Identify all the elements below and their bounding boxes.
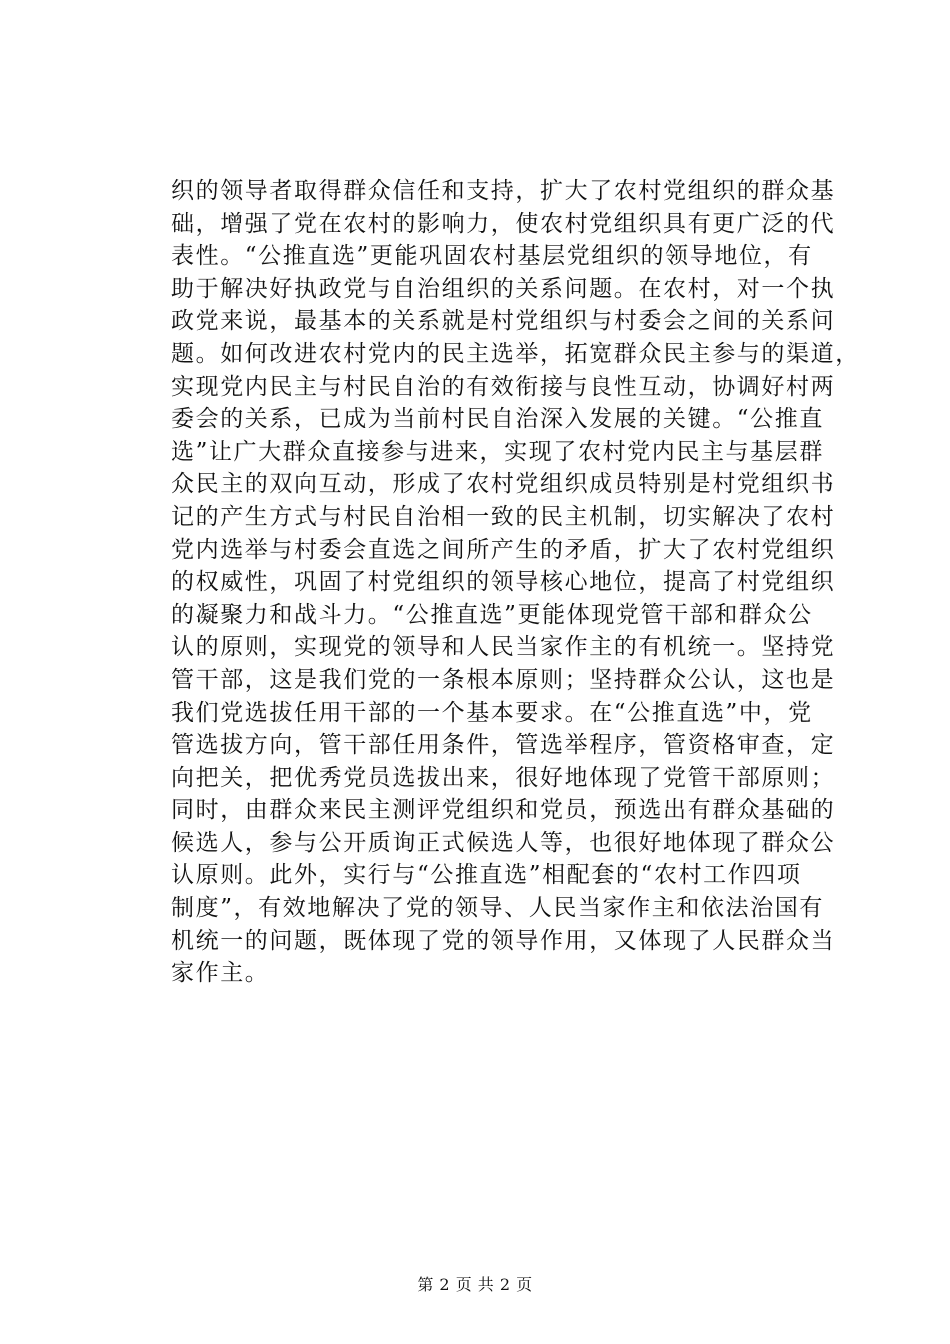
text-line: 我们党选拔任用干部的一个基本要求。在“公推直选”中，党: [171, 699, 813, 726]
text-line: 选”让广大群众直接参与进来，实现了农村党内民主与基层群: [171, 438, 824, 465]
text-line: 的权威性，巩固了村党组织的领导核心地位，提高了村党组织: [171, 569, 836, 596]
text-line: 认原则。此外，实行与“公推直选”相配套的“农村工作四项: [171, 862, 802, 889]
text-line: 机统一的问题，既体现了党的领导作用，又体现了人民群众当: [171, 927, 836, 954]
text-line: 众民主的双向互动，形成了农村党组织成员特别是村党组织书: [171, 471, 836, 498]
text-line: 的凝聚力和战斗力。“公推直选”更能体现党管干部和群众公: [171, 601, 813, 628]
text-line: 委会的关系，已成为当前村民自治深入发展的关键。“公推直: [171, 406, 824, 433]
document-body: [171, 175, 860, 990]
text-line: 管干部，这是我们党的一条根本原则；坚持群众公认，这也是: [171, 666, 836, 693]
text-line: 制度”，有效地解决了党的领导、人民当家作主和依法治国有: [171, 895, 824, 922]
text-line: 向把关，把优秀党员选拔出来，很好地体现了党管干部原则；: [171, 764, 836, 791]
text-line: 题。如何改进农村党内的民主选举，拓宽群众民主参与的渠道，: [171, 340, 860, 367]
text-line: 政党来说，最基本的关系就是村党组织与村委会之间的关系问: [171, 308, 836, 335]
text-line: 认的原则，实现党的领导和人民当家作主的有机统一。坚持党: [171, 634, 836, 661]
page-number-footer: 第 2 页 共 2 页: [417, 1275, 533, 1294]
text-line: 同时，由群众来民主测评党组织和党员，预选出有群众基础的: [171, 797, 836, 824]
text-line: 表性。“公推直选”更能巩固农村基层党组织的领导地位，有: [171, 243, 813, 270]
text-line: 党内选举与村委会直选之间所产生的矛盾，扩大了农村党组织: [171, 536, 836, 563]
text-line: 家作主。: [171, 960, 270, 987]
text-line: 助于解决好执政党与自治组织的关系问题。在农村，对一个执: [171, 275, 836, 302]
text-line: 候选人，参与公开质询正式候选人等，也很好地体现了群众公: [171, 829, 836, 856]
text-line: 织的领导者取得群众信任和支持，扩大了农村党组织的群众基: [171, 178, 836, 204]
text-line: 础，增强了党在农村的影响力，使农村党组织具有更广泛的代: [171, 210, 836, 237]
text-line: 实现党内民主与村民自治的有效衔接与良性互动，协调好村两: [171, 373, 836, 400]
text-line: 管选拔方向，管干部任用条件，管选举程序，管资格审查，定: [171, 732, 836, 759]
text-line: 记的产生方式与村民自治相一致的民主机制，切实解决了农村: [171, 503, 836, 530]
